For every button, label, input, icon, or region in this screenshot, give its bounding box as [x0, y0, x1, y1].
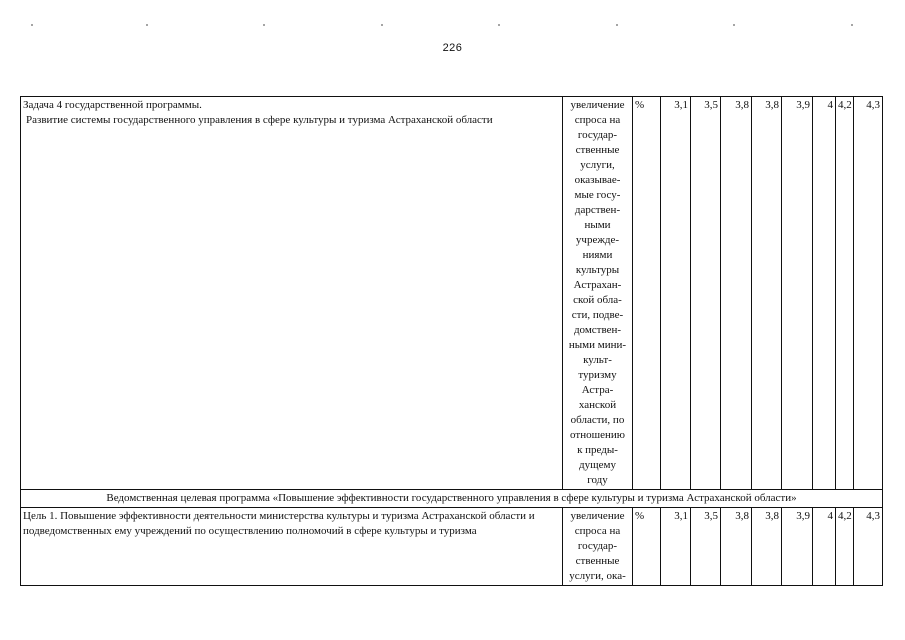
goal-value: 3,5	[691, 508, 721, 586]
indicator-line: спроса на	[574, 114, 621, 126]
goal-unit: %	[633, 508, 661, 586]
task-row	[21, 97, 883, 490]
indicator-line: отношению	[570, 429, 625, 441]
indicator-line: оказывае-	[574, 174, 621, 186]
task-value: 3,8	[721, 97, 752, 490]
indicator-line: спроса на	[574, 525, 621, 537]
indicator-line: культуры	[575, 264, 620, 276]
indicator-line: ской обла-	[573, 294, 622, 306]
indicator-line: культ-	[583, 354, 612, 366]
indicator-line: Астра-	[581, 384, 614, 396]
indicator-line: ственные	[575, 144, 620, 156]
indicator-line: ханской	[578, 399, 617, 411]
task-value: 4	[813, 97, 836, 490]
task-value: 3,8	[752, 97, 782, 490]
goal-value: 4	[813, 508, 836, 586]
indicators-table	[20, 96, 883, 586]
task-title: Задача 4 государственной программы.	[23, 99, 202, 111]
indicator-line: ными мини-	[568, 339, 627, 351]
indicator-line: к преды-	[577, 444, 618, 456]
task-value: 3,9	[782, 97, 813, 490]
indicator-line: области, по	[570, 414, 625, 426]
indicator-line: услуги,	[580, 159, 615, 171]
task-value: 4,3	[854, 97, 883, 490]
indicator-line: учрежде-	[575, 234, 620, 246]
indicator-line: ными	[584, 219, 611, 231]
task-description: Развитие системы государственного управления в сфере культуры и туризма Астраханской области	[26, 114, 493, 126]
task-indicator-cell	[563, 97, 633, 490]
task-value: 4,2	[836, 97, 854, 490]
indicator-line: ниями	[582, 249, 613, 261]
indicator-line: государ-	[577, 540, 618, 552]
goal-value: 3,9	[782, 508, 813, 586]
indicator-line: году	[587, 474, 608, 486]
indicator-line: Астрахан-	[573, 279, 622, 291]
indicator-line: увеличение	[570, 99, 625, 111]
indicator-line: сти, подве-	[571, 309, 624, 321]
indicator-line: туризму	[578, 369, 617, 381]
indicator-line: дарствен-	[574, 204, 621, 216]
goal-title: Цель 1. Повышение эффективности деятельности министерства культуры и туризма Астраханской области и подведомственных ему учреждений по осуществлению полномочий в сфере культуры и туризма	[21, 508, 563, 586]
goal-row	[21, 508, 883, 586]
goal-value: 3,8	[752, 508, 782, 586]
task-value: 3,5	[691, 97, 721, 490]
task-title-cell	[21, 97, 563, 490]
section-header: Ведомственная целевая программа «Повышение эффективности государственного управления в сфере культуры и туризма Астраханской области»	[21, 490, 883, 508]
indicator-line: государ-	[577, 129, 618, 141]
indicator-line: ственные	[575, 555, 620, 567]
goal-value: 4,2	[836, 508, 854, 586]
scan-artifacts	[0, 24, 905, 30]
indicator-line: мые госу-	[574, 189, 621, 201]
goal-value: 4,3	[854, 508, 883, 586]
goal-value: 3,8	[721, 508, 752, 586]
task-value: 3,1	[661, 97, 691, 490]
page-number: 226	[442, 42, 463, 54]
section-row	[21, 490, 883, 508]
task-unit: %	[633, 97, 661, 490]
indicator-line: домствен-	[573, 324, 622, 336]
goal-value: 3,1	[661, 508, 691, 586]
indicator-line: увеличение	[570, 510, 625, 522]
indicator-line: услуги, ока-	[569, 570, 626, 582]
goal-indicator-cell	[563, 508, 633, 586]
indicator-line: дущему	[579, 459, 616, 471]
